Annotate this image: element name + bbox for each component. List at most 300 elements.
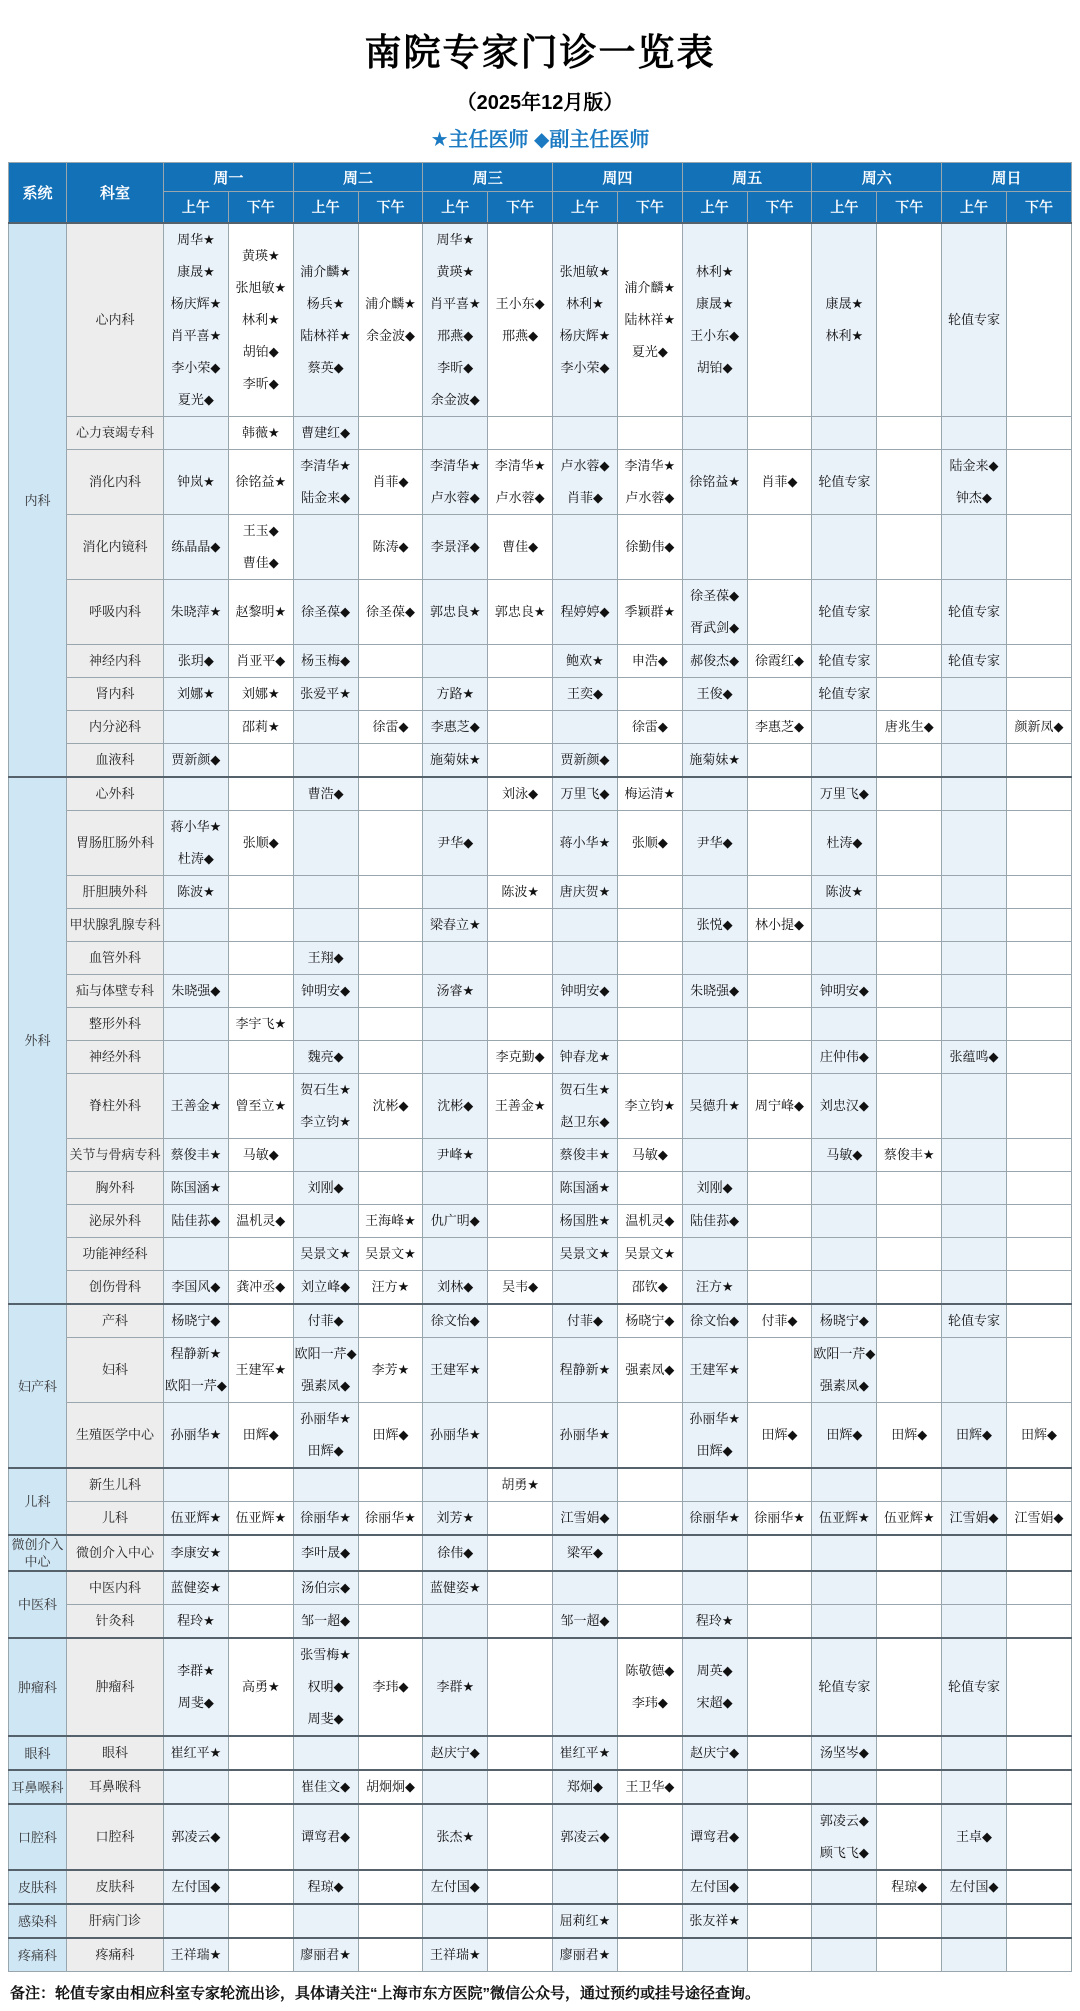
schedule-cell — [553, 223, 618, 417]
schedule-cell — [877, 223, 942, 417]
schedule-cell — [1006, 645, 1071, 678]
system-cell: 妇产科 — [9, 1304, 67, 1468]
doctor-entry: 李清华★ — [300, 458, 351, 473]
schedule-cell — [617, 1938, 682, 1972]
schedule-cell — [293, 975, 358, 1008]
schedule-cell — [488, 450, 553, 515]
doctor-entry: 汤伯宗◆ — [301, 1580, 351, 1595]
doctor-entry: 王善金★ — [494, 1098, 546, 1113]
department-row — [9, 1938, 1072, 1972]
doctor-entry: 轮值专家 — [818, 604, 871, 619]
schedule-cell — [358, 1904, 423, 1938]
doctor-entry: 卢水蓉◆ — [560, 458, 610, 473]
doctor-entry: 朱晓强◆ — [171, 983, 221, 998]
doctor-entry: 陆佳荪◆ — [171, 1213, 221, 1228]
schedule-cell — [164, 1172, 229, 1205]
schedule-cell — [553, 580, 618, 645]
doctor-entry: 强素凤◆ — [301, 1378, 351, 1393]
schedule-cell — [358, 1338, 423, 1403]
schedule-cell — [293, 1535, 358, 1571]
doctor-entry: 王翔◆ — [307, 950, 344, 965]
doctor-entry: 肖平喜★ — [429, 296, 481, 311]
doctor-entry: 崔红平★ — [170, 1745, 222, 1760]
schedule-cell — [877, 1205, 942, 1238]
schedule-cell — [747, 1008, 812, 1041]
doctor-entry: 李玮◆ — [631, 1695, 668, 1710]
doctor-entry: 周宁峰◆ — [755, 1098, 805, 1113]
schedule-cell — [617, 1172, 682, 1205]
doctor-entry: 刘泳◆ — [502, 786, 539, 801]
doctor-entry: 宋超◆ — [696, 1695, 733, 1710]
schedule-cell — [358, 1468, 423, 1502]
doctor-entry: 曹浩◆ — [307, 786, 344, 801]
schedule-cell — [164, 1074, 229, 1139]
doctor-entry: 胡铂◆ — [696, 360, 733, 375]
doctor-entry: 程琼◆ — [307, 1879, 344, 1894]
schedule-cell — [747, 1074, 812, 1139]
schedule-cell — [1006, 1403, 1071, 1469]
department-cell: 甲状腺乳腺专科 — [67, 909, 164, 942]
schedule-cell — [293, 1502, 358, 1536]
schedule-cell — [877, 1172, 942, 1205]
doctor-entry: 邵莉★ — [241, 719, 280, 734]
schedule-cell — [164, 580, 229, 645]
schedule-cell — [1006, 1468, 1071, 1502]
department-row — [9, 909, 1072, 942]
schedule-cell — [877, 1074, 942, 1139]
schedule-cell — [877, 515, 942, 580]
doctor-entry: 陆林祥★ — [624, 312, 676, 327]
doctor-entry: 康晟★ — [695, 296, 734, 311]
schedule-cell — [358, 1041, 423, 1074]
schedule-cell — [358, 645, 423, 678]
column-header-session: 下午 — [358, 192, 423, 224]
doctor-entry: 轮值专家 — [818, 474, 871, 489]
department-row — [9, 515, 1072, 580]
schedule-cell — [553, 744, 618, 778]
schedule-cell — [942, 1304, 1007, 1338]
schedule-cell — [553, 1403, 618, 1469]
schedule-cell — [423, 1468, 488, 1502]
department-row — [9, 1205, 1072, 1238]
schedule-cell — [423, 1074, 488, 1139]
schedule-cell — [942, 1938, 1007, 1972]
schedule-cell — [747, 744, 812, 778]
schedule-cell — [228, 909, 293, 942]
schedule-cell — [747, 942, 812, 975]
schedule-cell — [877, 876, 942, 909]
schedule-cell — [682, 1870, 747, 1904]
schedule-cell — [164, 1304, 229, 1338]
schedule-cell — [1006, 711, 1071, 744]
schedule-cell — [164, 1468, 229, 1502]
column-header-session: 下午 — [488, 192, 553, 224]
schedule-cell — [228, 1074, 293, 1139]
schedule-cell — [1006, 909, 1071, 942]
schedule-cell — [423, 1770, 488, 1804]
column-header-session: 下午 — [228, 192, 293, 224]
schedule-cell — [164, 1271, 229, 1305]
schedule-cell — [423, 1304, 488, 1338]
system-cell: 中医科 — [9, 1571, 67, 1638]
schedule-cell — [1006, 1938, 1071, 1972]
schedule-cell — [942, 1008, 1007, 1041]
schedule-cell — [164, 223, 229, 417]
department-row — [9, 417, 1072, 450]
doctor-entry: 汤坚岑◆ — [819, 1745, 869, 1760]
schedule-cell — [877, 811, 942, 876]
doctor-entry: 郭忠良★ — [494, 604, 546, 619]
doctor-entry: 程静新★ — [170, 1346, 222, 1361]
schedule-cell — [942, 1804, 1007, 1870]
schedule-cell — [164, 1605, 229, 1639]
doctor-entry: 孙丽华★ — [429, 1427, 481, 1442]
schedule-cell — [812, 1605, 877, 1639]
doctor-entry: 贾新颜◆ — [560, 752, 610, 767]
doctor-entry: 周斐◆ — [307, 1711, 344, 1726]
doctor-entry: 左付国◆ — [949, 1879, 999, 1894]
schedule-cell — [164, 678, 229, 711]
schedule-cell — [812, 909, 877, 942]
schedule-cell — [488, 1338, 553, 1403]
schedule-cell — [1006, 417, 1071, 450]
department-row — [9, 1304, 1072, 1338]
schedule-cell — [942, 1904, 1007, 1938]
schedule-cell — [877, 678, 942, 711]
schedule-cell — [812, 678, 877, 711]
schedule-cell — [682, 711, 747, 744]
schedule-cell — [164, 876, 229, 909]
doctor-entry: 徐丽华★ — [689, 1510, 740, 1525]
schedule-cell — [293, 777, 358, 811]
schedule-cell — [228, 1238, 293, 1271]
schedule-cell — [812, 580, 877, 645]
doctor-entry: 蔡俊丰★ — [559, 1147, 611, 1162]
schedule-cell — [228, 1770, 293, 1804]
schedule-cell — [747, 1403, 812, 1469]
schedule-cell — [682, 975, 747, 1008]
schedule-cell — [293, 1638, 358, 1736]
schedule-cell — [553, 645, 618, 678]
schedule-cell — [747, 1605, 812, 1639]
schedule-cell — [358, 417, 423, 450]
department-row — [9, 711, 1072, 744]
department-row — [9, 744, 1072, 778]
doctor-entry: 王建军★ — [429, 1362, 481, 1377]
department-row — [9, 645, 1072, 678]
schedule-cell — [488, 1041, 553, 1074]
doctor-entry: 孙丽华★ — [689, 1411, 740, 1426]
schedule-cell — [617, 777, 682, 811]
schedule-cell — [942, 450, 1007, 515]
doctor-entry: 陈国涵★ — [559, 1180, 611, 1195]
schedule-cell — [682, 1403, 747, 1469]
department-row — [9, 1605, 1072, 1639]
schedule-cell — [877, 942, 942, 975]
department-row — [9, 1172, 1072, 1205]
doctor-entry: 伍亚辉★ — [819, 1510, 870, 1525]
system-cell: 肿瘤科 — [9, 1638, 67, 1736]
doctor-entry: 付菲◆ — [307, 1313, 344, 1328]
schedule-cell — [1006, 876, 1071, 909]
doctor-entry: 周华★ — [177, 232, 215, 247]
doctor-entry: 周英◆ — [696, 1663, 733, 1678]
department-row — [9, 1074, 1072, 1139]
doctor-entry: 强素凤◆ — [819, 1378, 869, 1393]
doctor-entry: 马敏◆ — [826, 1147, 863, 1162]
doctor-entry: 轮值专家 — [948, 653, 1001, 668]
system-cell: 耳鼻喉科 — [9, 1770, 67, 1804]
schedule-cell — [423, 223, 488, 417]
schedule-cell — [812, 1638, 877, 1736]
doctor-entry: 胡勇★ — [501, 1477, 539, 1492]
department-cell: 疼痛科 — [67, 1938, 164, 1972]
department-row — [9, 1338, 1072, 1403]
doctor-entry: 伍亚辉★ — [235, 1510, 287, 1525]
schedule-cell — [812, 450, 877, 515]
schedule-cell — [164, 1041, 229, 1074]
schedule-cell — [812, 1804, 877, 1870]
schedule-cell — [812, 645, 877, 678]
doctor-entry: 屈莉红★ — [559, 1913, 611, 1928]
schedule-cell — [617, 975, 682, 1008]
doctor-entry: 欧阳一芹◆ — [294, 1346, 357, 1361]
schedule-cell — [228, 678, 293, 711]
schedule-cell — [617, 1139, 682, 1172]
schedule-cell — [747, 777, 812, 811]
doctor-entry: 汪方★ — [695, 1279, 734, 1294]
schedule-cell — [682, 1074, 747, 1139]
schedule-cell — [488, 645, 553, 678]
schedule-cell — [812, 1736, 877, 1770]
doctor-entry: 张蕴鸣◆ — [949, 1049, 999, 1064]
doctor-entry: 肖菲◆ — [761, 474, 798, 489]
department-row — [9, 1638, 1072, 1736]
schedule-cell — [358, 1938, 423, 1972]
schedule-cell — [293, 711, 358, 744]
schedule-table-host — [0, 162, 1080, 1972]
doctor-entry: 曾至立★ — [235, 1098, 287, 1113]
schedule-cell — [877, 1271, 942, 1305]
schedule-cell — [358, 1571, 423, 1605]
schedule-cell — [1006, 1535, 1071, 1571]
schedule-cell — [1006, 1770, 1071, 1804]
schedule-cell — [358, 1271, 423, 1305]
schedule-cell — [358, 450, 423, 515]
schedule-cell — [1006, 1605, 1071, 1639]
schedule-cell — [358, 711, 423, 744]
doctor-entry: 张杰★ — [436, 1829, 475, 1844]
doctor-entry: 尹华◆ — [437, 835, 474, 850]
doctor-entry: 马敏◆ — [242, 1147, 279, 1162]
schedule-cell — [682, 1535, 747, 1571]
doctor-entry: 曹佳◆ — [502, 539, 539, 554]
schedule-cell — [228, 1804, 293, 1870]
column-header-session: 下午 — [747, 192, 812, 224]
schedule-cell — [358, 1770, 423, 1804]
doctor-entry: 陈敬德◆ — [625, 1663, 675, 1678]
schedule-cell — [942, 711, 1007, 744]
schedule-cell — [358, 1238, 423, 1271]
doctor-entry: 王祥瑞★ — [170, 1947, 222, 1962]
doctor-entry: 钟明安◆ — [819, 983, 869, 998]
schedule-cell — [682, 1304, 747, 1338]
department-cell: 耳鼻喉科 — [67, 1770, 164, 1804]
schedule-cell — [423, 1271, 488, 1305]
doctor-entry: 林小提◆ — [755, 917, 805, 932]
schedule-cell — [228, 1904, 293, 1938]
schedule-cell — [293, 417, 358, 450]
doctor-entry: 李玮◆ — [372, 1679, 409, 1694]
schedule-cell — [488, 1870, 553, 1904]
schedule-cell — [747, 975, 812, 1008]
schedule-cell — [682, 909, 747, 942]
doctor-entry: 郭凌云◆ — [171, 1829, 221, 1844]
schedule-cell — [877, 1502, 942, 1536]
schedule-cell — [812, 1571, 877, 1605]
schedule-cell — [423, 1139, 488, 1172]
doctor-entry: 施菊妹★ — [689, 752, 740, 767]
schedule-cell — [423, 1535, 488, 1571]
schedule-cell — [942, 975, 1007, 1008]
schedule-cell — [682, 450, 747, 515]
doctor-entry: 张友祥★ — [689, 1913, 740, 1928]
schedule-cell — [553, 1770, 618, 1804]
schedule-cell — [812, 515, 877, 580]
schedule-cell — [358, 1205, 423, 1238]
department-row — [9, 678, 1072, 711]
schedule-cell — [747, 645, 812, 678]
doctor-entry: 蔡英◆ — [307, 360, 344, 375]
doctor-entry: 季颖群★ — [624, 604, 676, 619]
doctor-entry: 徐勤伟◆ — [625, 539, 675, 554]
schedule-cell — [553, 515, 618, 580]
doctor-entry: 刘芳★ — [436, 1510, 475, 1525]
schedule-cell — [488, 1172, 553, 1205]
schedule-cell — [488, 417, 553, 450]
doctor-entry: 轮值专家 — [818, 686, 871, 701]
schedule-cell — [293, 1605, 358, 1639]
schedule-cell — [682, 744, 747, 778]
column-header-session: 上午 — [812, 192, 877, 224]
schedule-cell — [942, 1770, 1007, 1804]
schedule-cell — [682, 1139, 747, 1172]
schedule-cell — [228, 1271, 293, 1305]
schedule-cell — [164, 1502, 229, 1536]
doctor-entry: 赵卫东◆ — [560, 1114, 610, 1129]
doctor-entry: 朱晓萍★ — [170, 604, 222, 619]
schedule-cell — [488, 711, 553, 744]
schedule-cell — [682, 1238, 747, 1271]
schedule-cell — [682, 417, 747, 450]
department-cell: 肾内科 — [67, 678, 164, 711]
doctor-entry: 曹佳◆ — [242, 555, 279, 570]
schedule-cell — [617, 1468, 682, 1502]
doctor-entry: 程静新★ — [559, 1362, 611, 1377]
schedule-cell — [942, 909, 1007, 942]
schedule-cell — [358, 1804, 423, 1870]
doctor-entry: 仇广明◆ — [430, 1213, 480, 1228]
doctor-entry: 钟春龙★ — [559, 1049, 611, 1064]
schedule-cell — [877, 1238, 942, 1271]
doctor-entry: 陈波★ — [177, 884, 215, 899]
schedule-cell — [553, 678, 618, 711]
doctor-entry: 付菲◆ — [761, 1313, 798, 1328]
schedule-cell — [747, 223, 812, 417]
schedule-cell — [553, 1938, 618, 1972]
doctor-entry: 万里飞◆ — [560, 786, 610, 801]
department-row — [9, 811, 1072, 876]
schedule-cell — [488, 1736, 553, 1770]
schedule-cell — [164, 450, 229, 515]
schedule-cell — [358, 975, 423, 1008]
schedule-cell — [877, 450, 942, 515]
schedule-cell — [812, 811, 877, 876]
schedule-cell — [488, 1468, 553, 1502]
schedule-cell — [553, 450, 618, 515]
doctor-entry: 蒋小华★ — [559, 835, 611, 850]
doctor-entry: 杨国胜★ — [559, 1213, 611, 1228]
schedule-cell — [553, 942, 618, 975]
doctor-entry: 蒋小华★ — [170, 819, 222, 834]
doctor-entry: 汪方★ — [371, 1279, 410, 1294]
schedule-cell — [293, 909, 358, 942]
department-cell: 心力衰竭专科 — [67, 417, 164, 450]
schedule-table — [8, 162, 1072, 1972]
doctor-entry: 轮值专家 — [948, 312, 1001, 327]
column-header-session: 上午 — [293, 192, 358, 224]
schedule-cell — [812, 975, 877, 1008]
schedule-cell — [423, 1502, 488, 1536]
doctor-entry: 胥武剑◆ — [690, 620, 740, 635]
doctor-entry: 李惠芝◆ — [755, 719, 805, 734]
column-header-session: 上午 — [423, 192, 488, 224]
doctor-entry: 张顺◆ — [631, 835, 668, 850]
column-header-day: 周六 — [812, 163, 942, 192]
schedule-cell — [877, 1041, 942, 1074]
doctor-entry: 邹一超◆ — [560, 1613, 610, 1628]
schedule-cell — [812, 1338, 877, 1403]
schedule-cell — [553, 1238, 618, 1271]
schedule-cell — [877, 1571, 942, 1605]
schedule-cell — [423, 1041, 488, 1074]
doctor-entry: 杨庆辉★ — [559, 328, 611, 343]
schedule-cell — [423, 678, 488, 711]
doctor-entry: 李康安★ — [170, 1545, 222, 1560]
schedule-cell — [293, 1205, 358, 1238]
department-cell: 肿瘤科 — [67, 1638, 164, 1736]
doctor-entry: 轮值专家 — [948, 1313, 1001, 1328]
doctor-entry: 颜新凤◆ — [1014, 719, 1064, 734]
doctor-entry: 肖菲◆ — [566, 490, 603, 505]
doctor-entry: 刘娜★ — [241, 686, 280, 701]
schedule-cell — [293, 1139, 358, 1172]
schedule-cell — [682, 1502, 747, 1536]
doctor-entry: 张玥◆ — [177, 653, 214, 668]
schedule-cell — [553, 1338, 618, 1403]
doctor-entry: 杜涛◆ — [826, 835, 863, 850]
schedule-cell — [553, 1502, 618, 1536]
column-header-session: 上午 — [164, 192, 229, 224]
doctor-entry: 温机灵◆ — [236, 1213, 286, 1228]
schedule-cell — [812, 1403, 877, 1469]
schedule-cell — [747, 450, 812, 515]
schedule-cell — [877, 580, 942, 645]
schedule-cell — [1006, 223, 1071, 417]
schedule-cell — [553, 1638, 618, 1736]
doctor-entry: 杨庆辉★ — [170, 296, 222, 311]
column-header-session: 下午 — [617, 192, 682, 224]
